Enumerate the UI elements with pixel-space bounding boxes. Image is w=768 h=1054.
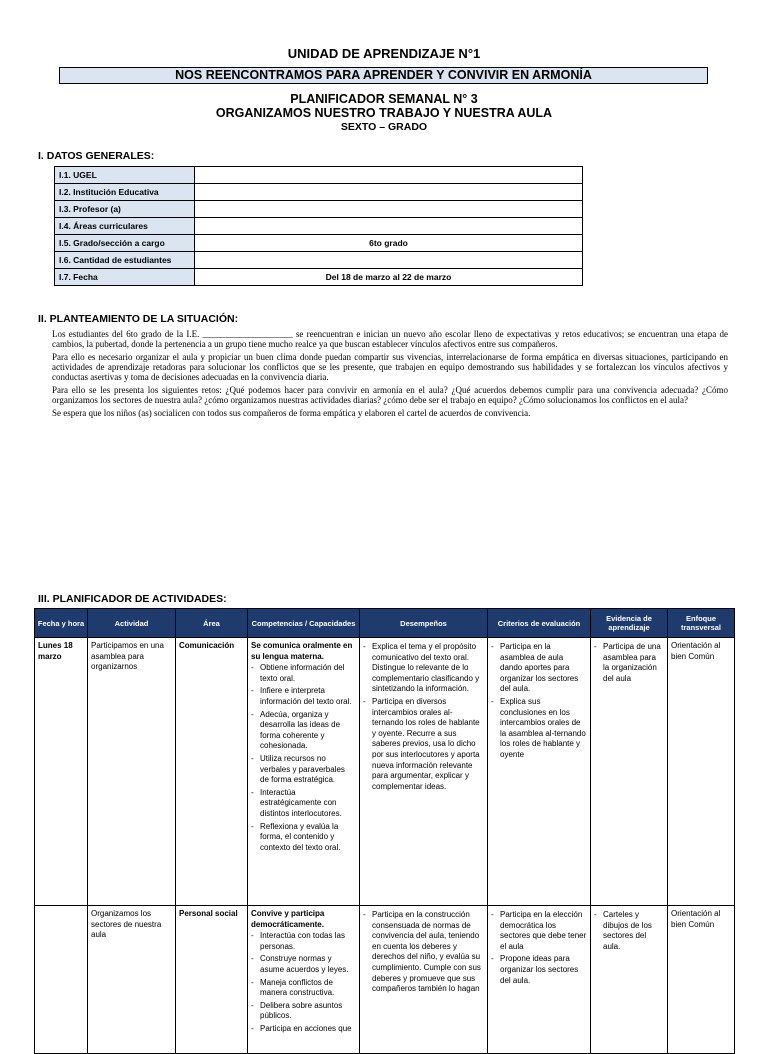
list-item: - Participa en la elección democrática los sectores que debe tener el aula [491, 910, 587, 952]
row-value: 6to grado [195, 235, 583, 252]
performance-list [363, 642, 484, 792]
capacity-list [251, 663, 356, 853]
criteria-cell [488, 906, 591, 1054]
list-item: - Participa en la construcción consensuada de normas de convivencia del aula, teniendo en cuenta los deberes y derechos del niño, y evalúa su cumplimiento. Cumple con sus deberes y promueve que sus compañeros también lo hagan [363, 910, 484, 995]
general-data-heading: I. DATOS GENERALES: [38, 150, 155, 162]
column-header: Desempeños [360, 609, 488, 638]
table-row [35, 906, 735, 1054]
list-item: - Participa de una asamblea para la organización del aula [594, 642, 664, 684]
list-item: - Propone ideas para organizar los sectores del aula. [491, 954, 587, 986]
performance-cell [360, 906, 488, 1054]
activity-planner-table [34, 608, 735, 1054]
criteria-list [491, 910, 587, 986]
list-item: - Carteles y dibujos de los sectores del aula. [594, 910, 664, 952]
list-item: - Utiliza recursos no verbales y paraverbales de forma estratégica. [251, 754, 356, 786]
planner-heading: III. PLANIFICADOR DE ACTIVIDADES: [38, 593, 227, 605]
situation-paragraph: Los estudiantes del 6to grado de la I.E. ____________________ se reencuentran e inician un nuevo año escolar lleno de expectativas y retos educativos; se encuentran una etapa de cambios, la pubertad, donde la pertenencia a un grupo tiene mucho realce ya que buscan establecer vínculos afectivos entre sus compañeros. [52, 329, 728, 350]
column-header: Fecha y hora [35, 609, 88, 638]
row-value [195, 201, 583, 218]
competency-title: Se comunica oralmente en su lengua materna. [251, 641, 353, 661]
column-header: Criterios de evaluación [488, 609, 591, 638]
unit-name-banner: NOS REENCONTRAMOS PARA APRENDER Y CONVIVIR EN ARMONÍA [59, 67, 708, 84]
row-label: I.4. Áreas curriculares [55, 218, 195, 235]
list-item: - Delibera sobre asuntos públicos. [251, 1001, 356, 1022]
performance-list [363, 910, 484, 995]
list-item: - Participa en la asamblea de aula dando aportes para organizar los sectores del aula. [491, 642, 587, 695]
list-item: - Explica el tema y el propósito comunicativo del texto oral. Distingue lo relevante de lo complementario clasificando y sintetizando la información. [363, 642, 484, 695]
column-header: Evidencia de aprendizaje [591, 609, 668, 638]
row-label: I.2. Institución Educativa [55, 184, 195, 201]
list-item: - Interactúa con todas las personas. [251, 931, 356, 952]
list-item: - Construye normas y asume acuerdos y leyes. [251, 954, 356, 975]
criteria-cell [488, 638, 591, 906]
row-label: I.3. Profesor (a) [55, 201, 195, 218]
situation-text [52, 329, 728, 421]
session-title: ORGANIZAMOS NUESTRO TRABAJO Y NUESTRA AULA [215, 106, 553, 120]
column-header: Enfoque transversal [668, 609, 735, 638]
table-row [55, 218, 583, 235]
column-header: Área [176, 609, 248, 638]
table-row [55, 252, 583, 269]
table-header-row [35, 609, 735, 638]
list-item: - Interactúa estratégicamente con distintos interlocutores. [251, 788, 356, 820]
list-item: - Maneja conflictos de manera constructiva. [251, 978, 356, 999]
criteria-list [491, 642, 587, 761]
approach-cell: Orientación al bien Común [668, 638, 735, 906]
column-header: Actividad [88, 609, 176, 638]
row-label: I.6. Cantidad de estudiantes [55, 252, 195, 269]
row-value [195, 252, 583, 269]
list-item: - Reflexiona y evalúa la forma, el contenido y contexto del texto oral. [251, 822, 356, 854]
competency-title: Convive y participa democráticamente. [251, 909, 325, 929]
performance-cell [360, 638, 488, 906]
table-row [55, 184, 583, 201]
date-cell: Lunes 18 marzo [35, 638, 88, 906]
capacity-list [251, 931, 356, 1034]
table-row [35, 638, 735, 906]
table-row [55, 235, 583, 252]
date-cell [35, 906, 88, 1054]
approach-cell: Orientación al bien Común [668, 906, 735, 1054]
competency-cell [248, 638, 360, 906]
list-item: - Obtiene información del texto oral. [251, 663, 356, 684]
area-cell: Personal social [176, 906, 248, 1054]
row-value [195, 184, 583, 201]
situation-paragraph: Se espera que los niños (as) socialicen con todos sus compañeros de forma empática y elaboren el cartel de acuerdos de convivencia. [52, 407, 531, 418]
table-row [55, 167, 583, 184]
evidence-cell [591, 638, 668, 906]
evidence-list [594, 642, 664, 684]
evidence-cell [591, 906, 668, 1054]
general-data-table [54, 166, 583, 286]
table-row [55, 201, 583, 218]
row-label: I.5. Grado/sección a cargo [55, 235, 195, 252]
row-label: I.1. UGEL [55, 167, 195, 184]
column-header: Competencias / Capacidades [248, 609, 360, 638]
list-item: - Participa en diversos intercambios orales al-ternando los roles de hablante y oyente. Recurre a sus saberes previos, usa lo dicho por sus interlocutores y aporta nueva información relevante para argumentar, explicar y complementar ideas. [363, 697, 484, 792]
evidence-list [594, 910, 664, 952]
row-value [195, 167, 583, 184]
list-item: - Infiere e interpreta información del texto oral. [251, 686, 356, 707]
list-item: - Explica sus conclusiones en los intercambios orales de la asamblea al-ternando los roles de hablante y oyente [491, 697, 587, 761]
row-value: Del 18 de marzo al 22 de marzo [195, 269, 583, 286]
situation-heading: II. PLANTEAMIENTO DE LA SITUACIÓN: [38, 313, 239, 325]
list-item: - Adecúa, organiza y desarrolla las ideas de forma coherente y cohesionada. [251, 710, 356, 752]
activity-cell: Organizamos los sectores de nuestra aula [88, 906, 176, 1054]
situation-paragraph: Para ello es necesario organizar el aula y propiciar un buen clima donde puedan compartir sus vivencias, interrelacionarse de forma empática en diversas situaciones, participando en actividades de aprendizaje retadoras para solucionar los conflictos que se les presente, que trabajen en equipo demostrando sus habilidades y se fortalezcan los vínculos afectivos y conductas asertivas y toma de decisiones adecuadas en la convivencia diaria. [52, 351, 728, 383]
competency-cell [248, 906, 360, 1054]
unit-title: UNIDAD DE APRENDIZAJE N°1 [287, 46, 481, 61]
weekly-planner-title: PLANIFICADOR SEMANAL N° 3 [290, 92, 478, 106]
activity-cell: Participamos en una asamblea para organizarnos [88, 638, 176, 906]
list-item: - Participa en acciones que [251, 1024, 356, 1035]
table-row [55, 269, 583, 286]
row-label: I.7. Fecha [55, 269, 195, 286]
grade-label: SEXTO – GRADO [340, 121, 428, 133]
area-cell: Comunicación [176, 638, 248, 906]
situation-paragraph: Para ello se les presenta los siguientes retos: ¿Qué podemos hacer para convivir en armonía en el aula? ¿Qué acuerdos debemos cumplir para una convivencia adecuada? ¿Cómo organizamos los sectores de nuestra aula? ¿cómo organizamos nuestras actividades diarias? ¿cómo debe ser el trabajo en equipo? ¿Cómo solucionamos los conflictos en el aula? [52, 385, 728, 406]
row-value [195, 218, 583, 235]
